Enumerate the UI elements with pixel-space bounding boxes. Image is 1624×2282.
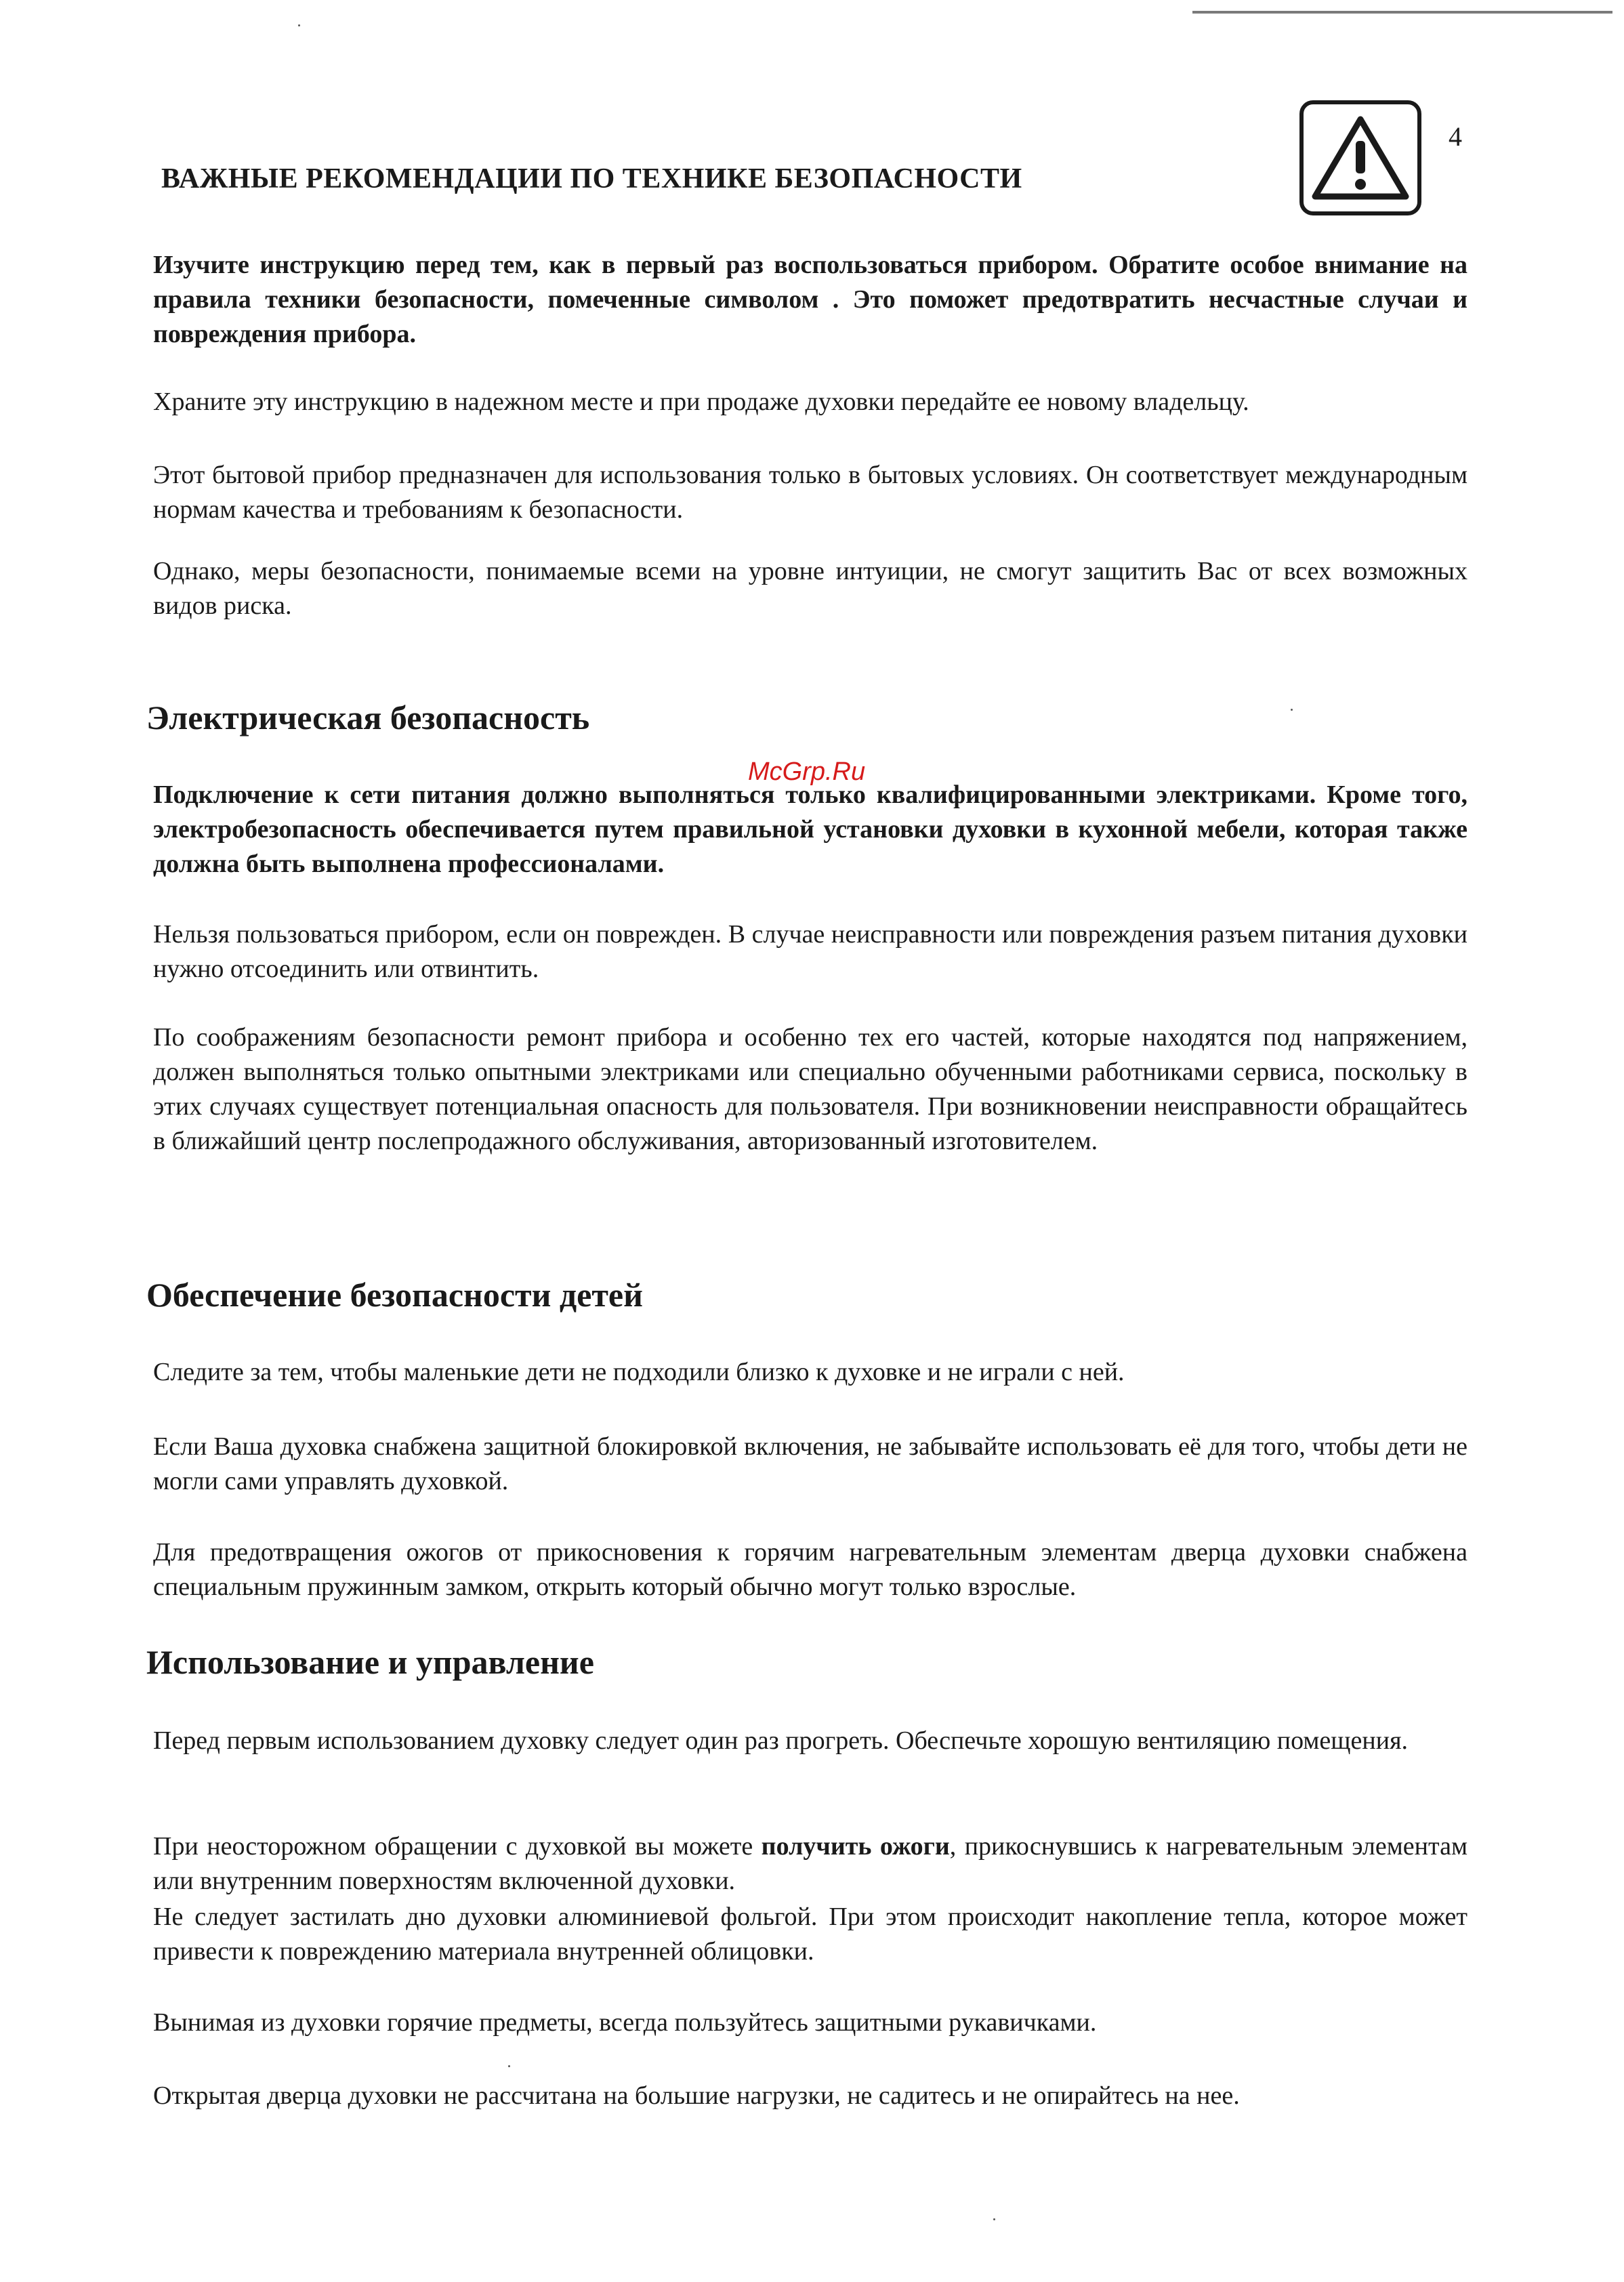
usage-paragraph-1: Перед первым использованием духовку следует один раз прогреть. Обеспечьте хорошую вентиляцию помещения. xyxy=(153,1726,1409,1755)
warning-triangle-icon xyxy=(1299,100,1421,215)
section-heading-electrical: Электрическая безопасность xyxy=(146,699,590,737)
children-paragraph-2: Если Ваша духовка снабжена защитной блокировкой включения, не забывайте использовать её для того, чтобы дети не могли сами управлять духовкой. xyxy=(153,1432,1467,1495)
intro-paragraph-1: Изучите инструкцию перед тем, как в первый раз воспользоваться прибором. Обратите особое внимание на правила техники безопасности, помеченные символом . Это поможет предотвратить несчастные случаи и повреждения прибора. xyxy=(153,251,1467,348)
scan-speck xyxy=(993,2218,995,2220)
children-paragraph-1: Следите за тем, чтобы маленькие дети не подходили близко к духовке и не играли с ней. xyxy=(153,1358,1125,1386)
usage-paragraph-3: Не следует застилать дно духовки алюминиевой фольгой. При этом происходит накопление тепла, которое может привести к повреждению материала внутренней облицовки. xyxy=(153,1903,1467,1966)
section-heading-children: Обеспечение безопасности детей xyxy=(146,1276,643,1314)
burn-warning-emphasis: получить ожоги xyxy=(761,1832,950,1861)
page-number: 4 xyxy=(1449,121,1462,152)
usage-paragraph-2 xyxy=(153,1829,1467,1899)
scan-speck xyxy=(298,24,300,26)
scan-speck xyxy=(1291,709,1293,711)
scan-speck xyxy=(508,2065,510,2067)
page-title: ВАЖНЫЕ РЕКОМЕНДАЦИИ ПО ТЕХНИКЕ БЕЗОПАСНОСТИ xyxy=(161,163,1022,194)
electrical-paragraph-1: Подключение к сети питания должно выполняться только квалифицированными электриками. Кроме того, электробезопасность обеспечивается путем правильной установки духовки в кухонной мебели, которая также должна быть выполнена профессионалами. xyxy=(153,781,1467,878)
intro-paragraph-4: Однако, меры безопасности, понимаемые всеми на уровне интуиции, не смогут защитить Вас от всех возможных видов риска. xyxy=(153,557,1467,620)
intro-paragraph-2: Храните эту инструкцию в надежном месте и при продаже духовки передайте ее новому владельцу. xyxy=(153,388,1249,416)
children-paragraph-3: Для предотвращения ожогов от прикосновения к горячим нагревательным элементам дверца духовки снабжена специальным пружинным замком, открыть который обычно могут только взрослые. xyxy=(153,1538,1467,1601)
usage-paragraph-5: Открытая дверца духовки не рассчитана на большие нагрузки, не садитесь и не опирайтесь на нее. xyxy=(153,2081,1240,2110)
electrical-paragraph-2: Нельзя пользоваться прибором, если он поврежден. В случае неисправности или повреждения разъем питания духовки нужно отсоединить или отвинтить. xyxy=(153,920,1467,983)
intro-paragraph-3: Этот бытовой прибор предназначен для использования только в бытовых условиях. Он соответствует международным нормам качества и требованиям к безопасности. xyxy=(153,461,1467,524)
usage-paragraph-4: Вынимая из духовки горячие предметы, всегда пользуйтесь защитными рукавичками. xyxy=(153,2008,1097,2037)
watermark: McGrp.Ru xyxy=(748,758,866,786)
usage-paragraph-2-start: При неосторожном обращении с духовкой вы можете xyxy=(153,1832,762,1861)
scan-top-rule xyxy=(1192,11,1612,14)
electrical-paragraph-3: По соображениям безопасности ремонт прибора и особенно тех его частей, которые находятся под напряжением, должен выполняться только опытными электриками или специально обученными работниками сервиса, поскольку в этих случаях существует потенциальная опасность для пользователя. При возникновении неисправности обращайтесь в ближайший центр послепродажного обслуживания, авторизованный изготовителем. xyxy=(153,1023,1467,1155)
section-heading-usage: Использование и управление xyxy=(146,1643,594,1681)
usage-paragraph-2-end: , прикоснувшись к нагревательным элементам или внутренним поверхностям включенной духовки. xyxy=(153,1832,1467,1895)
